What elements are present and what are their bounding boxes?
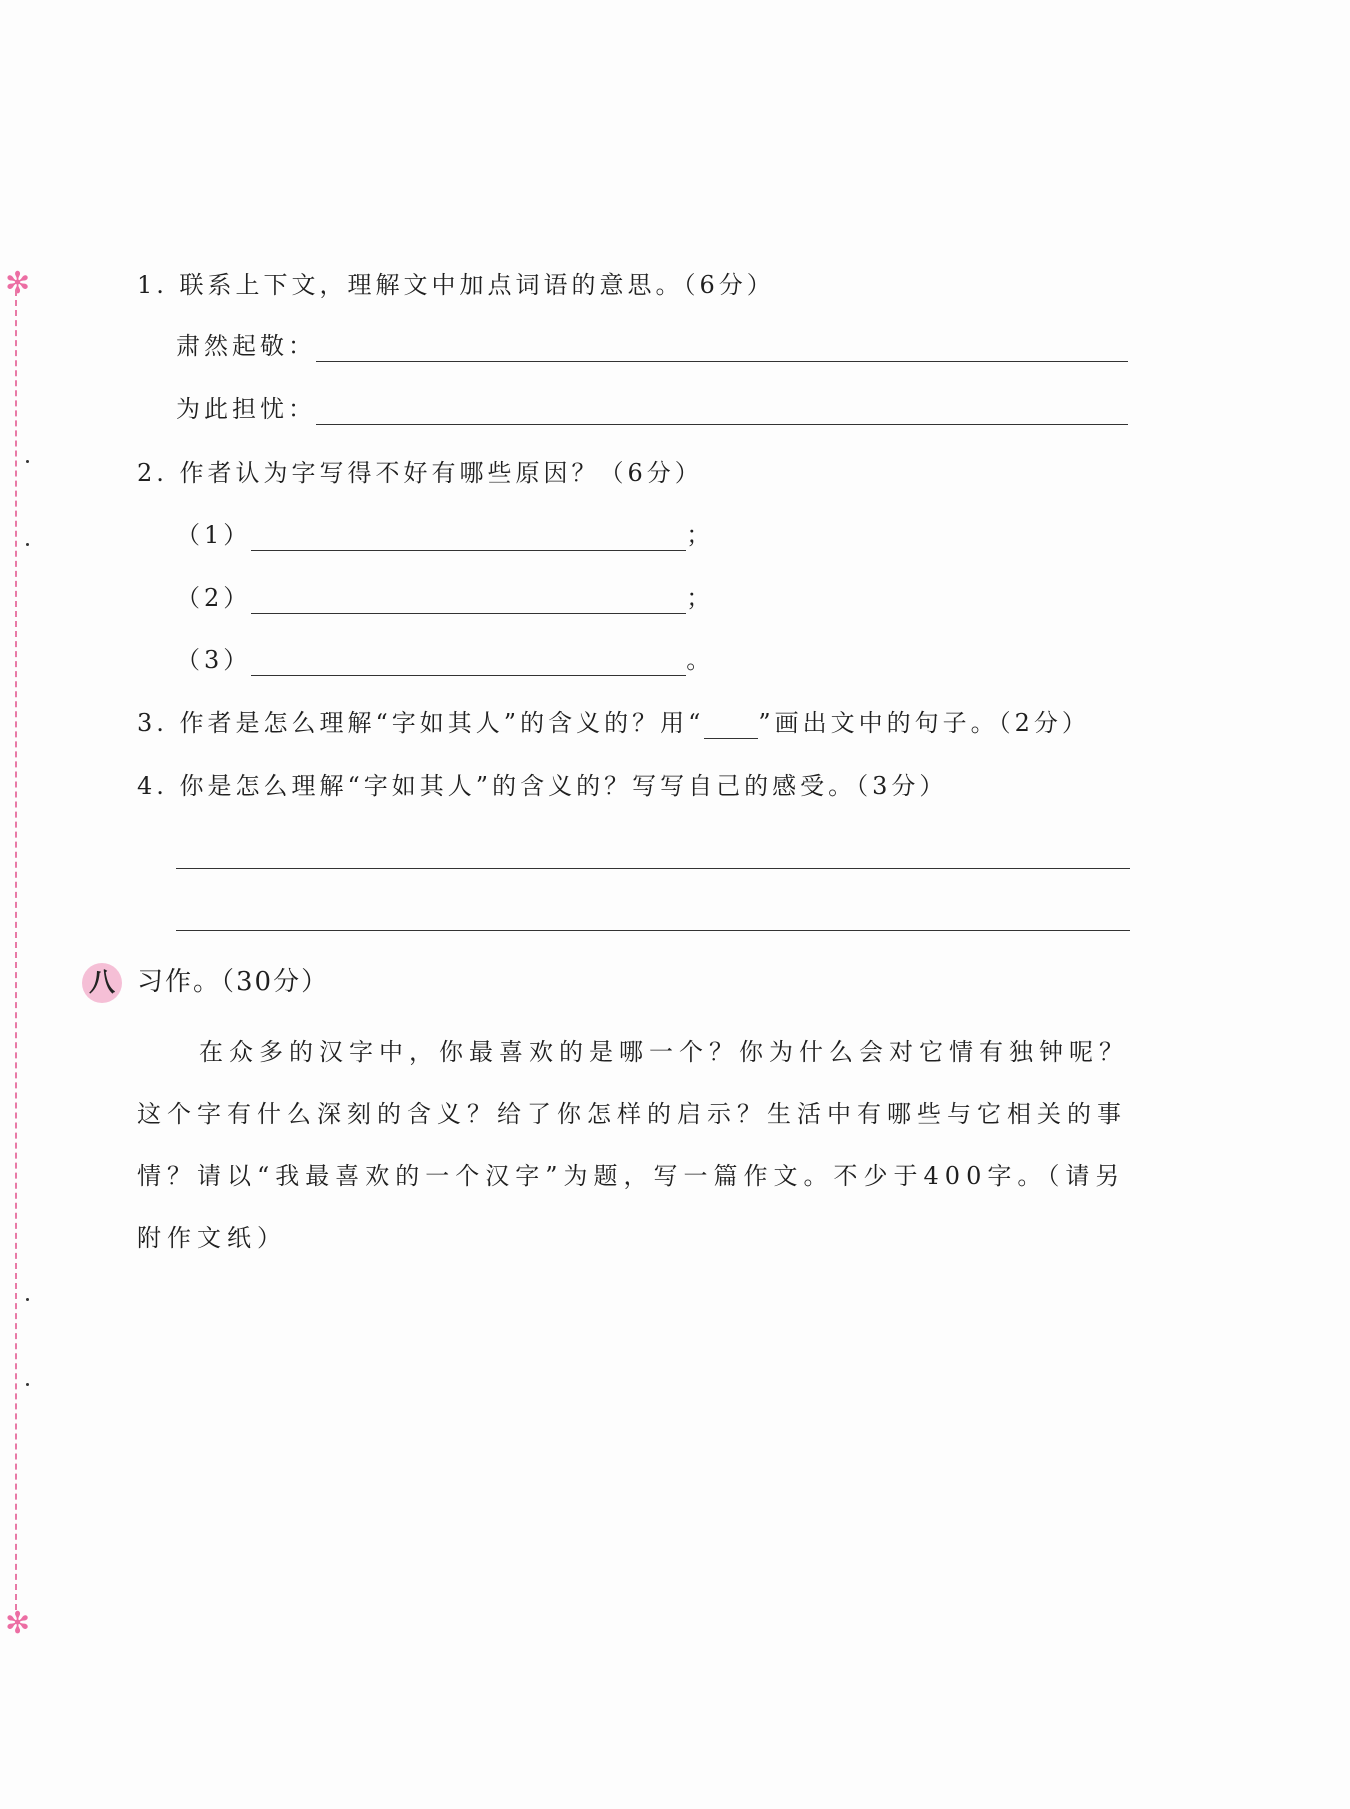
q3-underline-sample [704, 716, 758, 739]
question-3 [137, 707, 1090, 739]
q1-answer-blank-1[interactable] [316, 335, 1128, 362]
q1-item-2 [176, 393, 1128, 425]
binding-dot [26, 460, 29, 463]
q2-item-3 [176, 644, 714, 676]
flower-icon: ✻ [5, 1606, 31, 1641]
q2-item-1-number: （1） [176, 521, 252, 549]
q1-item-1-label: 肃然起敬： [176, 332, 316, 360]
q1-item-1 [176, 330, 1128, 362]
q2-item-3-end: 。 [686, 646, 715, 674]
q1-answer-blank-2[interactable] [316, 398, 1128, 425]
q2-answer-blank-2[interactable] [251, 587, 686, 614]
binding-dot [26, 1298, 29, 1301]
writing-prompt-text: 在众多的汉字中，你最喜欢的是哪一个？你为什么会对它情有独钟呢？这个字有什么深刻的含义？给了你怎样的启示？生活中有哪些与它相关的事情？请以“我最喜欢的一个汉字”为题，写一篇作文。不少于400字。（请另附作文纸） [137, 1038, 1129, 1252]
q1-item-2-label: 为此担忧： [176, 395, 316, 423]
question-3-text-before: 3. 作者是怎么理解“字如其人”的含义的？用“ [137, 709, 705, 737]
question-2: 2. 作者认为字写得不好有哪些原因？（6分） [137, 459, 703, 487]
question-1: 1. 联系上下文，理解文中加点词语的意思。（6分） [137, 271, 775, 299]
q2-answer-blank-1[interactable] [251, 524, 686, 551]
question-4: 4. 你是怎么理解“字如其人”的含义的？写写自己的感受。（3分） [137, 772, 948, 800]
binding-dot [26, 543, 29, 546]
flower-icon: ✻ [5, 266, 31, 301]
q2-answer-blank-3[interactable] [251, 649, 686, 676]
question-3-text-after: ”画出文中的句子。（2分） [758, 709, 1090, 737]
binding-dot [26, 1383, 29, 1386]
q2-item-1 [176, 519, 714, 551]
q4-answer-line-2[interactable] [176, 930, 1130, 931]
section-title: 习作。（30分） [137, 967, 330, 997]
q2-item-3-number: （3） [176, 646, 252, 674]
writing-prompt [137, 1021, 1130, 1269]
binding-dashed-line [15, 290, 17, 1610]
q2-item-2-end: ； [686, 584, 715, 612]
section-number-badge: 八 [82, 963, 122, 1003]
q4-answer-line-1[interactable] [176, 868, 1130, 869]
q2-item-1-end: ； [686, 521, 715, 549]
q2-item-2-number: （2） [176, 584, 252, 612]
q2-item-2 [176, 582, 714, 614]
